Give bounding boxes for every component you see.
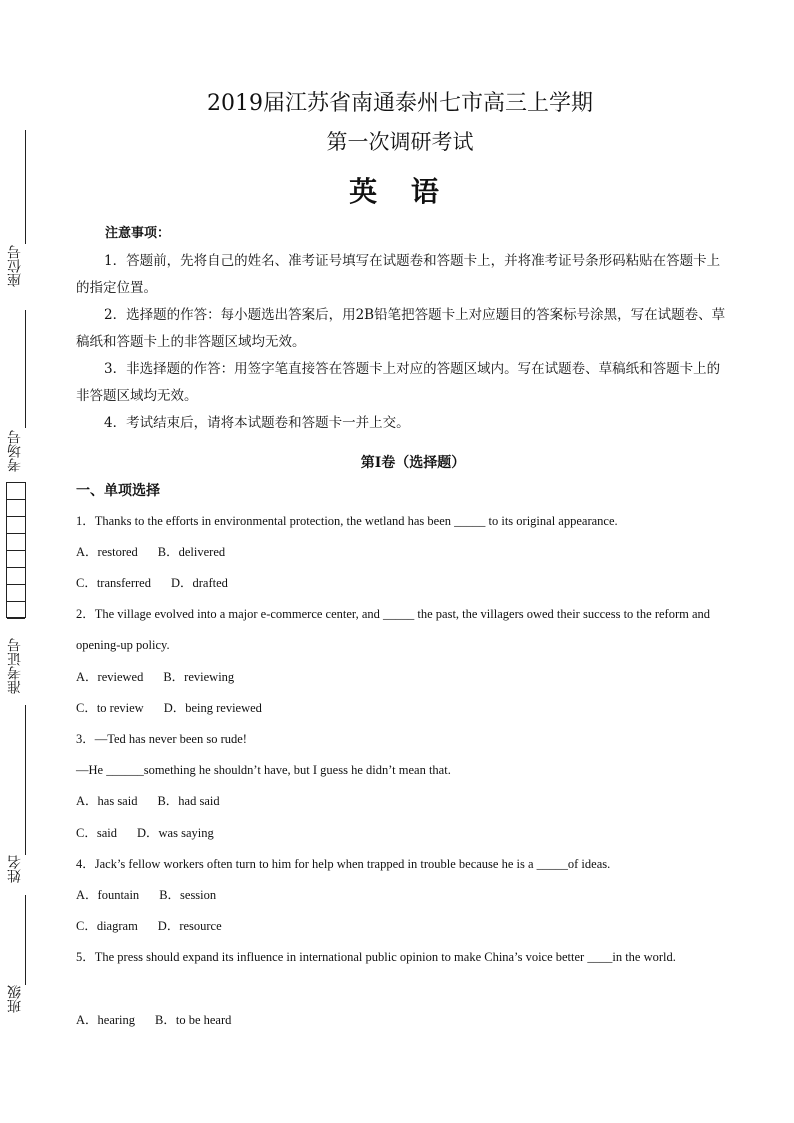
- option: A．reviewed: [76, 670, 144, 684]
- option: C．diagram: [76, 919, 138, 933]
- option-row: [76, 542, 225, 562]
- notice-title: 注意事项：: [105, 226, 171, 241]
- seat-number-label: 座位号: [7, 245, 23, 287]
- option: D．was saying: [136, 826, 214, 840]
- ticket-number-grid: [6, 482, 26, 618]
- question-stem: 2．The village evolved into a major e-commerce center, and _____ the past, the villagers owed their success to the reform and opening-up policy.: [76, 607, 710, 652]
- option: A．hearing: [76, 1013, 136, 1027]
- option: B．reviewing: [163, 670, 235, 684]
- option: C．said: [76, 826, 117, 840]
- binding-line: [25, 895, 26, 985]
- name-label: 姓名: [7, 855, 23, 883]
- option-row: [76, 573, 228, 593]
- option: A．has said: [76, 794, 138, 808]
- option: A．restored: [76, 545, 138, 559]
- class-label: 班级: [7, 985, 23, 1013]
- option-row: [76, 698, 262, 718]
- option: B．to be heard: [155, 1013, 232, 1027]
- option: D．being reviewed: [163, 701, 262, 715]
- question-stem: 4．Jack’s fellow workers often turn to him for help when trapped in trouble because he is a _____of ideas.: [76, 857, 611, 871]
- option-row: [76, 823, 214, 843]
- option-row: [76, 885, 216, 905]
- option: B．had said: [157, 794, 220, 808]
- binding-line: [25, 705, 26, 855]
- notice-list: [76, 248, 726, 437]
- option-row: [76, 791, 220, 811]
- question-stem: 3．—Ted has never been so rude!: [76, 732, 247, 746]
- exam-subtitle: 第一次调研考试: [326, 130, 474, 154]
- option: B．delivered: [157, 545, 226, 559]
- option-row: [76, 667, 234, 687]
- option: A．fountain: [76, 888, 140, 902]
- option: D．resource: [157, 919, 222, 933]
- notice-item: 2．选择题的作答：每小题选出答案后，用2B铅笔把答题卡上对应题目的答案标号涂黑，写在试题卷、草稿纸和答题卡上的非答题区域均无效。: [76, 307, 726, 350]
- option: B．session: [159, 888, 217, 902]
- part-heading: 一、单项选择: [76, 483, 160, 499]
- subject-title: 英 语: [349, 175, 451, 208]
- question-stem-line2: —He ______something he shouldn’t have, but I guess he didn’t mean that.: [76, 763, 451, 777]
- notice-item: 1．答题前，先将自己的姓名、准考证号填写在试题卷和答题卡上，并将准考证号条形码粘贴在答题卡上的指定位置。: [76, 253, 721, 296]
- option-row: [76, 1010, 231, 1030]
- question-stem: 5．The press should expand its influence in international public opinion to make China’s voice better ____in the world.: [76, 950, 676, 964]
- notice-item: 4．考试结束后，请将本试题卷和答题卡一并上交。: [104, 415, 410, 431]
- exam-title: 2019届江苏省南通泰州七市高三上学期: [207, 91, 593, 116]
- option: C．transferred: [76, 576, 151, 590]
- option-row: [76, 916, 222, 936]
- binding-line: [25, 310, 26, 428]
- section-heading: 第I卷（选择题）: [360, 455, 466, 471]
- exam-room-label: 考场号: [7, 430, 23, 472]
- option: D．drafted: [170, 576, 228, 590]
- option: C．to review: [76, 701, 144, 715]
- notice-item: 3．非选择题的作答：用签字笔直接答在答题卡上对应的答题区域内。写在试题卷、草稿纸和答题卡上的非答题区域均无效。: [76, 361, 721, 404]
- ticket-number-label: 准考证号: [7, 638, 23, 694]
- question-stem: 1．Thanks to the efforts in environmental protection, the wetland has been _____ to its original appearance.: [76, 514, 618, 528]
